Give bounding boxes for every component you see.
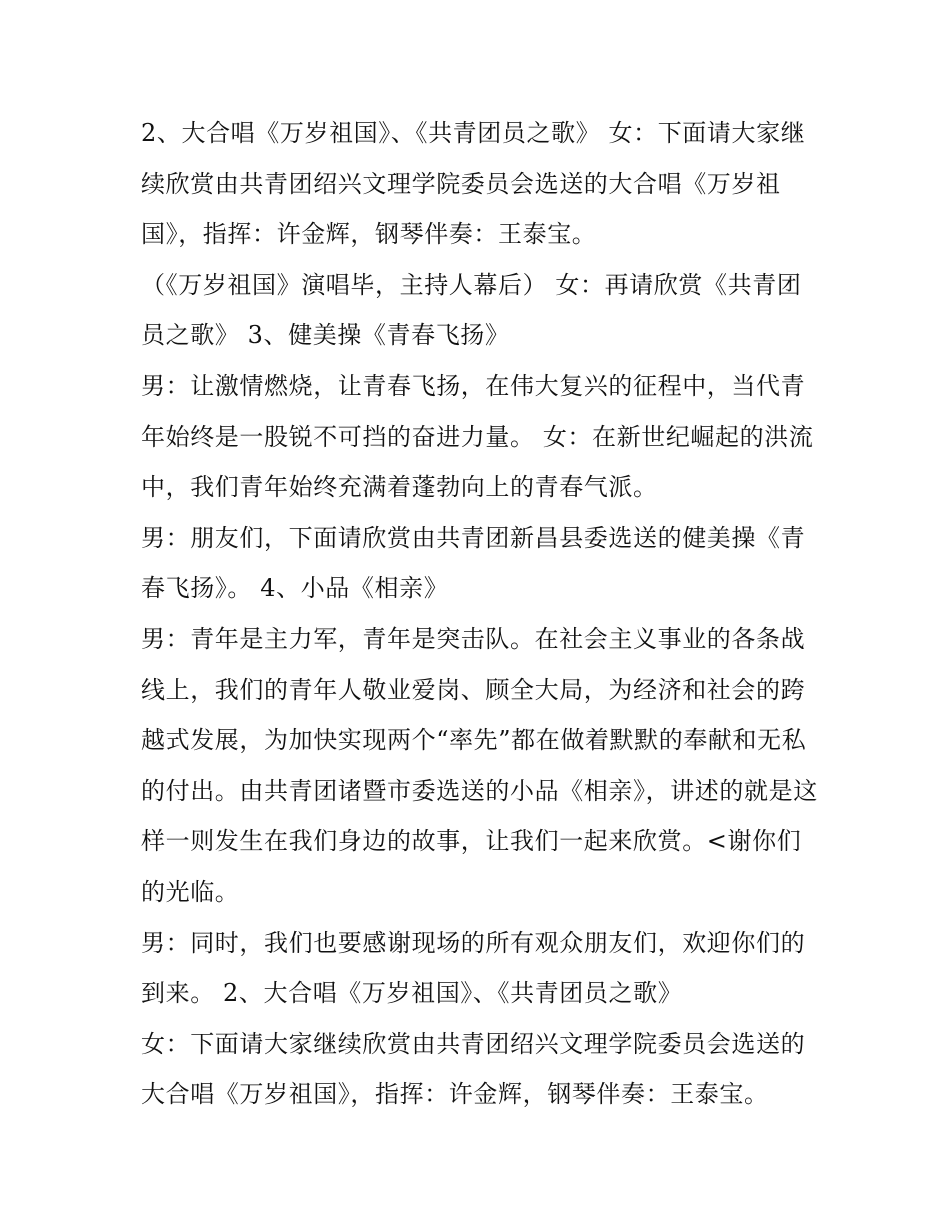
paragraph-3: 男：让激情燃烧，让青春飞扬，在伟大复兴的征程中，当代青年始终是一股锐不可挡的奋进力量。 女：在新世纪崛起的洪流中，我们青年始终充满着蓬勃向上的青春气派。 (141, 371, 814, 502)
paragraph-7: 女：下面请大家继续欣赏由共青团绍兴文理学院委员会选送的大合唱《万岁祖国》，指挥：许金辉，钢琴伴奏：王泰宝。 (141, 1029, 806, 1109)
paragraph-1: 2、大合唱《万岁祖国》、《共青团员之歌》 女：下面请大家继续欣赏由共青团绍兴文理学院委员会选送的大合唱《万岁祖国》，指挥：许金辉，钢琴伴奏：王泰宝。 (141, 119, 806, 249)
paragraph-2: （《万岁祖国》演唱毕，主持人幕后） 女：再请欣赏《共青团员之歌》 3、健美操《青春飞扬》 (141, 270, 802, 350)
paragraph-5: 男：青年是主力军，青年是突击队。在社会主义事业的各条战线上，我们的青年人敬业爱岗、顾全大局，为经济和社会的跨越式发展，为加快实现两个“率先”都在做着默默的奉献和无私的付出。由共青团诸暨市委选送的小品《相亲》，讲述的就是这样一则发生在我们身边的故事，让我们一起来欣赏。<谢你们的光临。 (141, 624, 818, 906)
document-body (141, 108, 821, 1120)
paragraph-6: 男：同时，我们也要感谢现场的所有观众朋友们，欢迎你们的到来。 2、大合唱《万岁祖国》、《共青团员之歌》 (141, 928, 806, 1008)
paragraph-4: 男：朋友们，下面请欣赏由共青团新昌县委选送的健美操《青春飞扬》。 4、小品《相亲》 (141, 523, 806, 603)
